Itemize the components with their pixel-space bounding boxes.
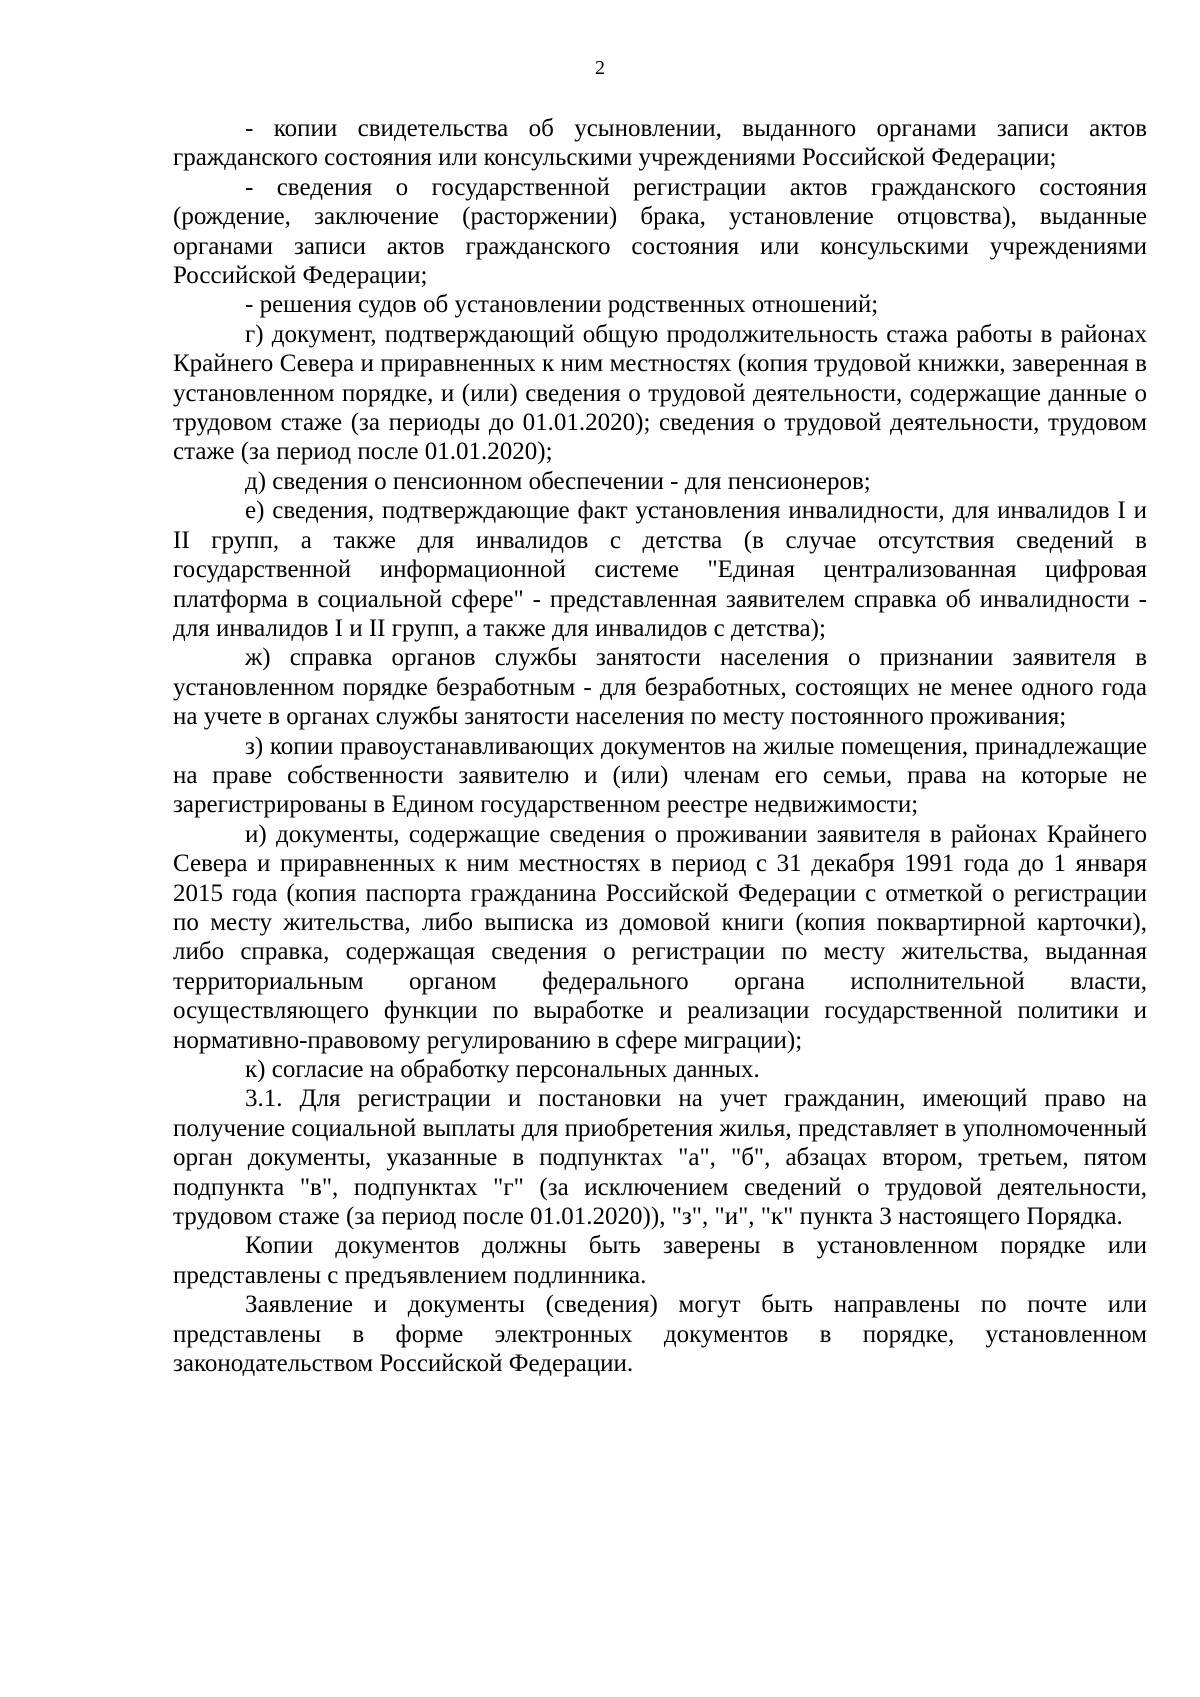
paragraph-item-z-property-documents: з) копии правоустанавливающих документов на жилые помещения, принадлежащие на праве собственности заявителю и (или) членам его семьи, права на которые не зарегистрированы в Едином государственном реестре недвижимости; [173, 732, 1147, 819]
document-body [173, 114, 1147, 1378]
paragraph-adoption-certificate: - копии свидетельства об усыновлении, выданного органами записи актов гражданского состояния или консульскими учреждениями Российской Федерации; [173, 115, 1147, 172]
paragraph-court-decisions: - решения судов об установлении родственных отношений; [245, 291, 879, 319]
paragraph-item-g-work-experience: г) документ, подтверждающий общую продолжительность стажа работы в районах Крайнего Севера и приравненных к ним местностях (копия трудовой книжки, заверенная в установленном порядке, и (или) сведения о трудовой деятельности, содержащие данные о трудовом стаже (за периоды до 01.01.2020); сведения о трудовой деятельности, трудовом стаже (за период после 01.01.2020); [173, 320, 1147, 466]
paragraph-item-d-pension: д) сведения о пенсионном обеспечении - для пенсионеров; [245, 467, 871, 495]
paragraph-item-i-residence: и) документы, содержащие сведения о проживании заявителя в районах Крайнего Севера и приравненных к ним местностях в период с 31 декабря 1991 года до 1 января 2015 года (копия паспорта гражданина Российской Федерации с отметкой о регистрации по месту жительства, либо выписка из домовой книги (копия поквартирной карточки), либо справка, содержащая сведения о регистрации по месту жительства, выданная территориальным органом федерального органа исполнительной власти, осуществляющего функции по выработке и реализации государственной политики и нормативно-правовому регулированию в сфере миграции); [173, 820, 1147, 1054]
page-number: 2 [595, 57, 605, 79]
paragraph-copies-certified: Копии документов должны быть заверены в установленном порядке или представлены с предъявлением подлинника. [173, 1232, 1147, 1289]
paragraph-civil-registration: - сведения о государственной регистрации актов гражданского состояния (рождение, заключение (расторжении) брака, установление отцовства), выданные органами записи актов гражданского состояния или консульскими учреждениями Российской Федерации; [173, 173, 1147, 290]
paragraph-item-e-disability: е) сведения, подтверждающие факт установления инвалидности, для инвалидов I и II групп, а также для инвалидов с детства (в случае отсутствия сведений в государственной информационной системе "Единая централизованная цифровая платформа в социальной сфере" - представленная заявителем справка об инвалидности - для инвалидов I и II групп, а также для инвалидов с детства); [173, 497, 1147, 642]
paragraph-item-zh-unemployment: ж) справка органов службы занятости населения о признании заявителя в установленном порядке безработным - для безработных, состоящих не менее одного года на учете в органах службы занятости населения по месту постоянного проживания; [173, 644, 1147, 731]
paragraph-submission-methods: Заявление и документы (сведения) могут быть направлены по почте или представлены в форме электронных документов в порядке, установленном законодательством Российской Федерации. [173, 1291, 1147, 1378]
paragraph-section-3-1: 3.1. Для регистрации и постановки на учет гражданин, имеющий право на получение социальной выплаты для приобретения жилья, представляет в уполномоченный орган документы, указанные в подпунктах "а", "б", абзацах втором, третьем, пятом подпункта "в", подпунктах "г" (за исключением сведений о трудовой деятельности, трудовом стаже (за период после 01.01.2020)), "з", "и", "к" пункта 3 настоящего Порядка. [173, 1085, 1147, 1231]
paragraph-item-k-consent: к) согласие на обработку персональных данных. [245, 1056, 760, 1083]
